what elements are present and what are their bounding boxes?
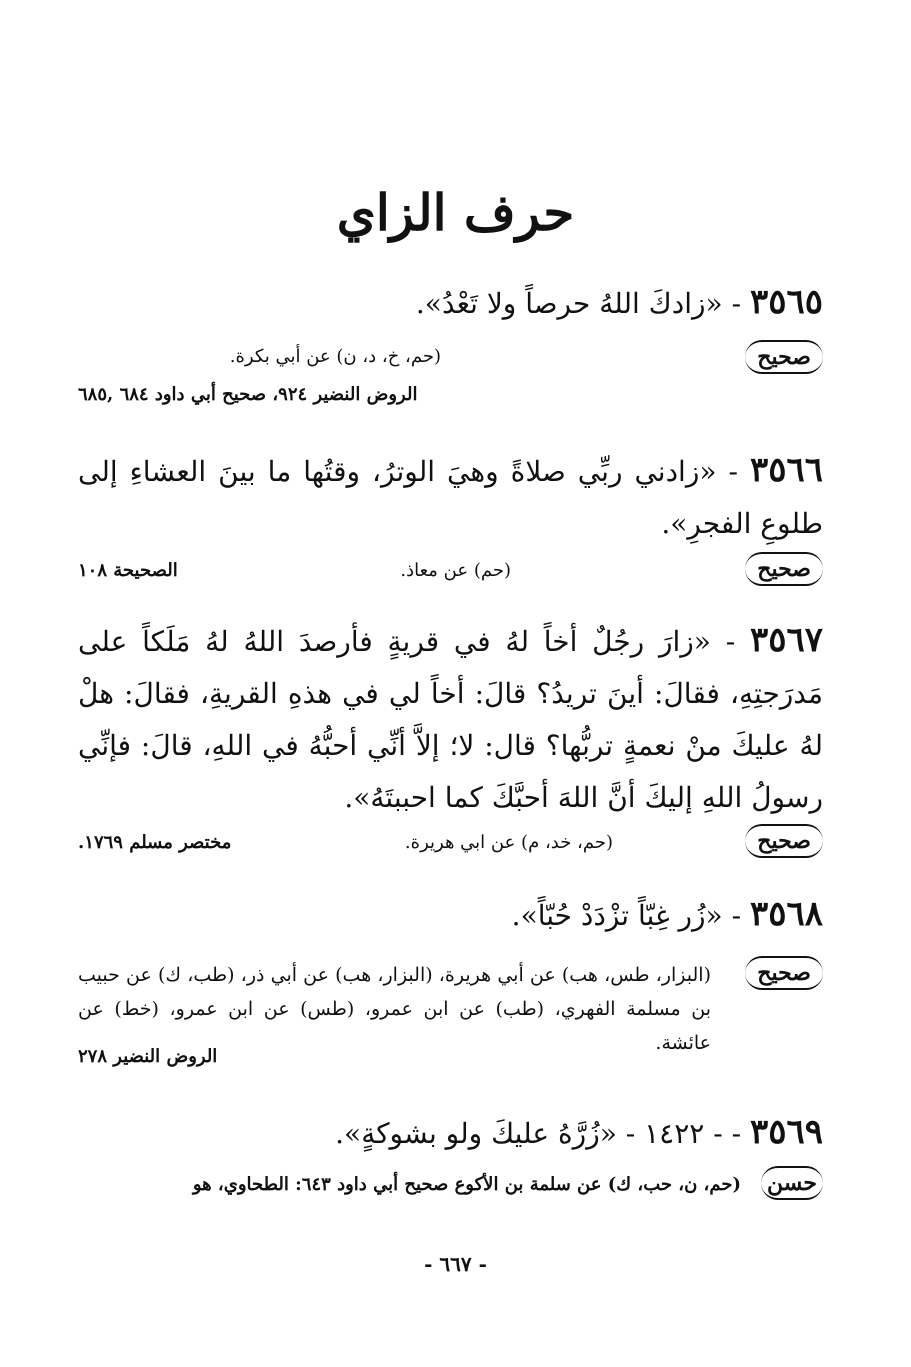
hadith-entry-3565 <box>78 282 823 324</box>
grade-badge: صحيح <box>745 552 823 586</box>
hadith-reference: الروض النضير ٩٢٤، صحيح أبي داود ٦٨٤ ,٦٨٥ <box>78 384 418 405</box>
grade-badge: صحيح <box>745 956 823 990</box>
hadith-dash: - <box>722 1117 742 1150</box>
hadith-text: «زُر غِبّاً تزْدَدْ حُبّاً». <box>511 899 723 932</box>
hadith-reference: الصحيحة ١٠٨ <box>78 560 178 581</box>
hadith-text: «زارَ رجُلٌ أخاً لهُ في قريةٍ فأرصدَ اللهُ لهُ مَلَكاً على مَدرَجتِهِ، فقالَ: أينَ تريدُ؟ قالَ: أخاً لي في هذهِ القريةِ، فقالَ: هلْ لهُ عليكَ منْ نعمةٍ تربُّها؟ قال: لا؛ إلاَّ أنِّي أحبُّهُ في اللهِ، قالَ: فإنِّي رسولُ اللهِ إليكَ أنَّ اللهَ أحبَّكَ كما احببتَهُ». <box>78 625 823 814</box>
hadith-alt-number: - ١٤٢٢ <box>644 1117 723 1150</box>
hadith-dash: - <box>722 287 742 320</box>
hadith-dash: - <box>722 899 742 932</box>
hadith-entry-3568 <box>78 894 823 936</box>
hadith-text: «زادكَ اللهُ حرصاً ولا تَعْدُ». <box>415 287 723 320</box>
hadith-text: «زادني ربِّي صلاةً وهيَ الوترُ، وقتُها ما بينَ العشاءِ إلى طلوعِ الفجرِ». <box>78 455 823 540</box>
page-number: - ٦٦٧ - <box>424 1252 487 1276</box>
hadith-number: ٣٥٦٧ <box>749 620 823 660</box>
grade-badge: صحيح <box>745 824 823 858</box>
hadith-reference: الروض النضير ٢٧٨ <box>78 1046 218 1067</box>
hadith-entry-3569 <box>78 1112 823 1154</box>
hadith-entry-3566 <box>78 444 823 550</box>
grade-badge: صحيح <box>745 340 823 374</box>
grade-badge: حسن <box>761 1166 823 1200</box>
hadith-sources: (البزار، طس، هب) عن أبي هريرة، (البزار، هب) عن أبي ذر، (طب، ك) عن حبيب بن مسلمة الفهري، (طب) عن ابن عمرو، (طس) عن ابن عمرو، (خط) عن عائشة. <box>78 964 711 1054</box>
hadith-sources: (حم، خ، د، ن) عن أبي بكرة. <box>229 346 441 367</box>
hadith-number: ٣٥٦٦ <box>749 450 823 490</box>
hadith-sources: (حم) عن معاذ. <box>400 560 511 581</box>
hadith-number: ٣٥٦٨ <box>749 894 823 934</box>
hadith-number: ٣٥٦٩ <box>749 1112 823 1152</box>
hadith-text: «زُرَّهُ عليكَ ولو بشوكةٍ». <box>335 1117 617 1150</box>
hadith-sources: (حم، خد، م) عن ابي هريرة. <box>404 832 613 853</box>
chapter-title: حرف الزاي <box>336 183 575 242</box>
hadith-dash: - <box>616 1117 636 1150</box>
hadith-dash: - <box>716 455 738 488</box>
hadith-entry-3567 <box>78 614 823 824</box>
hadith-reference: مختصر مسلم ١٧٦٩. <box>78 832 232 853</box>
hadith-dash: - <box>710 625 736 658</box>
hadith-number: ٣٥٦٥ <box>749 282 823 322</box>
hadith-sources: (حم، ن، حب، ك) عن سلمة بن الأكوع صحيح أبي داود ٦٤٣: الطحاوي، هو <box>192 1174 741 1195</box>
